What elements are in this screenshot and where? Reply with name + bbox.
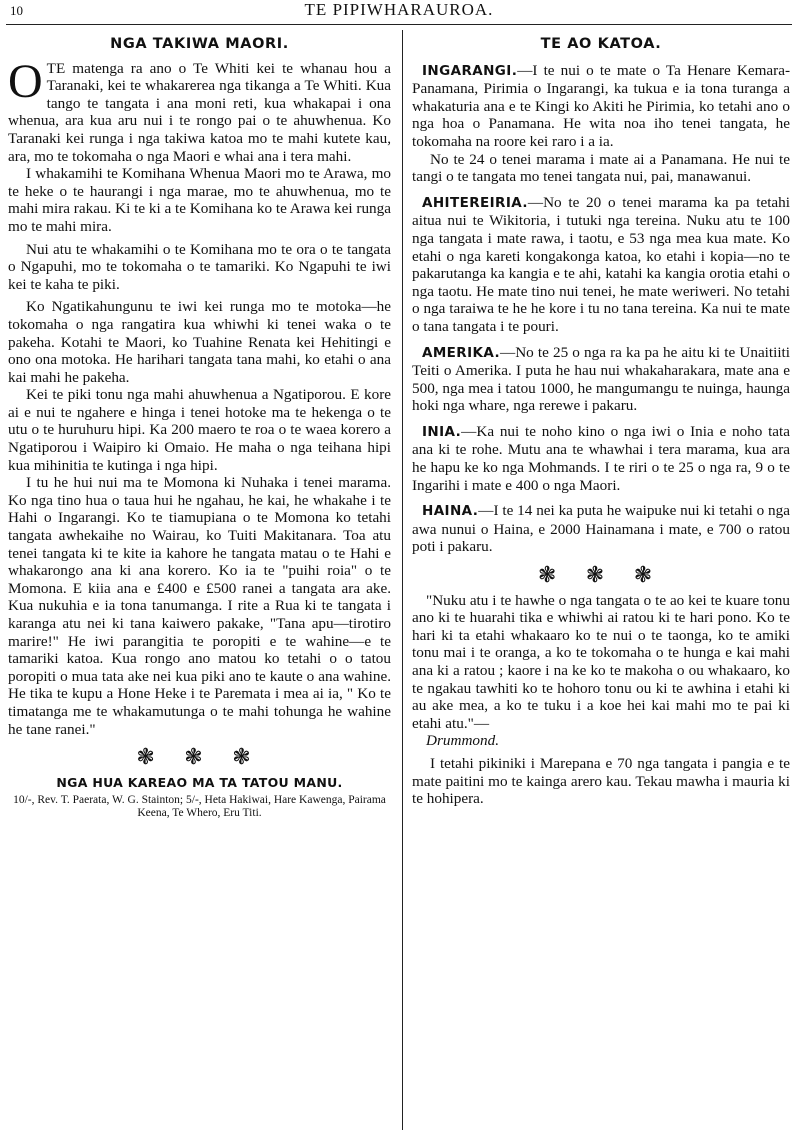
- news-section-haina: [412, 502, 790, 556]
- section-text: —Ka nui te noho kino o nga iwi o Inia e noho tata ana ki te rohe. Mutu ana te whawhai i tera marama, kua ara he hapu ke ko nga Mohmands. I te riri o te 25 o nga ra, 9 o te Ingarihi i mate e 400 o nga Maori.: [412, 422, 790, 494]
- article-paragraph: Nui atu te whakamihi o te Komihana mo te ora o te tangata o Ngapuhi, mo te tokomaha o te tamariki. Ko Ngapuhi te iwi kei te kaha te piki.: [8, 240, 391, 293]
- news-section-ahitereiria: [412, 194, 790, 336]
- ornament-divider: ❃ ❃ ❃: [537, 562, 665, 588]
- article-paragraph: [8, 54, 391, 166]
- drop-cap: O: [8, 54, 43, 108]
- section-heading: INGARANGI.: [422, 62, 518, 79]
- quotation-attribution: Drummond.: [426, 732, 499, 750]
- section-heading: INIA.: [422, 423, 462, 440]
- article-paragraph: Ko Ngatikahungunu te iwi kei runga mo te motoka—he tokomaha o nga rangatira kua whiwhi ki tenei waka o te pakeha. Kotahi te Maori, ko Tuahine Renata kei Hehitingi e ono ona motoka. He harihari tangata tana mahi, ko etahi o ana kai mahi he pakeha.: [8, 298, 391, 386]
- article-paragraph: I whakamihi te Komihana Whenua Maori mo te Arawa, mo te heke o te haurangi i nga marae, mo te ahuwhenua, mo te mahi mira rakau. Ki te ki a te Komihana ko te Arawa kei runga mo te mahi mira.: [8, 165, 391, 235]
- news-section-inia: [412, 423, 790, 494]
- quotation-text: "Nuku atu i te hawhe o nga tangata o te ao kei te kuare tonu ano ki te huarahi tika e whiwhi ai ratou ki te hari pono. Ko te hari ki ta etahi whakaaro ko te nui o te taonga, ko te amiki tonu mai i te oranga, a ko te tokomaha o te hunga e kai mahi ana ki a ratou ; kaore i na ke ko te makoha o ou whakaaro, ko te ngakau tawhiti ko te hohoro tonu ou ki te awhina i etahi ki au ake mea, a ko te tuku i a koe hei kai mahi mo te pai ki etahi atu."—: [412, 591, 790, 732]
- section-heading: AHITEREIRIA.: [422, 194, 528, 211]
- article-paragraph: Kei te piki tonu nga mahi ahuwhenua a Ngatiporou. E kore ai e nui te ngahere e hinga i tenei hotoke ma te hekenga o te utu o te huruhuru hipi. Ka 200 maero te roa o te waea korero a Ngatiporou i Waipiro ki Omaio. He maha o nga teihana hipi kua mihinitia te kutinga i nga hipi.: [8, 386, 391, 474]
- column-divider: [402, 30, 403, 1130]
- ornament-divider: ❃ ❃ ❃: [136, 744, 263, 770]
- header-rule: [6, 24, 792, 25]
- section-text-extra: No te 24 o tenei marama i mate ai a Panamana. He nui te tangi o te tangata mo tenei tangata nui, pai, manawanui.: [412, 150, 790, 186]
- section-text: —No te 20 o tenei marama ka pa tetahi aitua nui te Wikitoria, i tutuki nga tereina. Nuku atu te 100 nga tangata i mate rawa, i taotu, e 53 nga mea kua mate. Ko etahi o nga kareti kongakonga katoa, ko etahi i kopia—no te pakarutanga ka kangia e te ahi, katahi ka kangia orotia etahi o nga taotu. He mate tino nui tenei, he mate weriweri. No tetahi o nga taraiwa te he he kore i tu no tana tereina. Ka nui te mate o tana tangata i te pouri.: [412, 193, 790, 335]
- article-paragraph: I tu he hui nui ma te Momona ki Nuhaka i tenei marama. Ko nga tino hua o taua hui he ngahau, he kai, he whakahe i te Hahi o Ingarangi. Ko te tiamupiana o te Momona ko tetahi tangata awhekaihe no Wairau, ko Tuiti Makitanara. Toa atu tenei tangata ki te kite ia kahore he tangata matau o te Hahi e whakarongo ana ki ana korero. Ko ia te "puihi roia" o te Momona. E kiia ana e £400 e £500 ranei a tangata ara ake. Kua nukuhia e ia tona tanumanga. I rite a Rua ki te tangata i karanga atu nei ki tana kaiwero pakake, "Tana apu—tirotiro marire!" He iwi parangitia te poropiti e te wahine—e te tamariki katoa. Kua rongo ano matou ko tetahi o o tatou poropiti o mua tata ake nei kua piki ano te kaute o ana wahine. He tika te kupu a Hone Heke i te Paremata i mea ai ia, " Ko te timatanga me te whakamutunga o te mahi tohunga he wahine he tane ranei.": [8, 474, 391, 738]
- donor-list: 10/-, Rev. T. Paerata, W. G. Stainton; 5/-, Heta Hakiwai, Hare Kawenga, Pairama Keena, Te Whero, Eru Titi.: [13, 794, 386, 820]
- news-section-ingarangi: [412, 62, 790, 186]
- closing-paragraph: I tetahi pikiniki i Marepana e 70 nga tangata i pangia e te mate paitini mo te kainga arero kau. Tekau mawha i mauria ki te hohipera.: [412, 754, 790, 808]
- left-column-title: NGA TAKIWA MAORI.: [110, 36, 289, 52]
- right-column-title: TE AO KATOA.: [540, 36, 662, 52]
- left-column: [8, 36, 391, 820]
- section-heading: HAINA.: [422, 503, 479, 520]
- right-column: [412, 36, 790, 808]
- running-header: [0, 0, 798, 24]
- page-number: 10: [10, 3, 23, 18]
- section-text: —I te 14 nei ka puta he waipuke nui ki tetahi o nga awa nunui o Haina, e 2000 Hainamana i mate, e 700 o ratou poti i pakaru.: [412, 502, 790, 556]
- section-text: —I te nui o te mate o Ta Henare Kemara-Panamana, Pirimia o Ingarangi, ka tukua e ia tona turanga a whakaturia ana e te Kingi ko Akiti he Pirimia, ko tetahi ano o nga hoa o Panamana. He wita noa iho tenei tangata, he tokomaha na roore kei raro i a ia.: [412, 61, 790, 150]
- quotation-block: [412, 592, 790, 750]
- paragraph-text: TE matenga ra ano o Te Whiti kei te whanau hou a Taranaki, kei te whakarerea nga tikanga a Te Whiti. Kua tango te tangata i ana moni reti, kua whakapai i ona whenua, ara kua aru nui i te rongo pai o te ahuwhenua. Ko Taranaki kei runga i nga takiwa katoa mo te mahi kutete kau, ara, mo te tokomaha o nga Maori e whai ana i tera mahi.: [8, 59, 391, 165]
- subscriptions-heading: NGA HUA KAREAO MA TA TATOU MANU.: [56, 774, 343, 790]
- paper-title: TE PIPIWHARAUROA.: [304, 0, 494, 19]
- section-text: —No te 25 o nga ra ka pa he aitu ki te Unaitiiti Teiti o Amerika. I puta he hau nui whakaharakara, mate ana e 500, nga mea i tatou 1000, he mangumangu te nuinga, haunga hoki nga whare, nga rerewe i pakaru.: [412, 343, 790, 415]
- section-heading: AMERIKA.: [422, 344, 501, 361]
- news-section-amerika: [412, 344, 790, 415]
